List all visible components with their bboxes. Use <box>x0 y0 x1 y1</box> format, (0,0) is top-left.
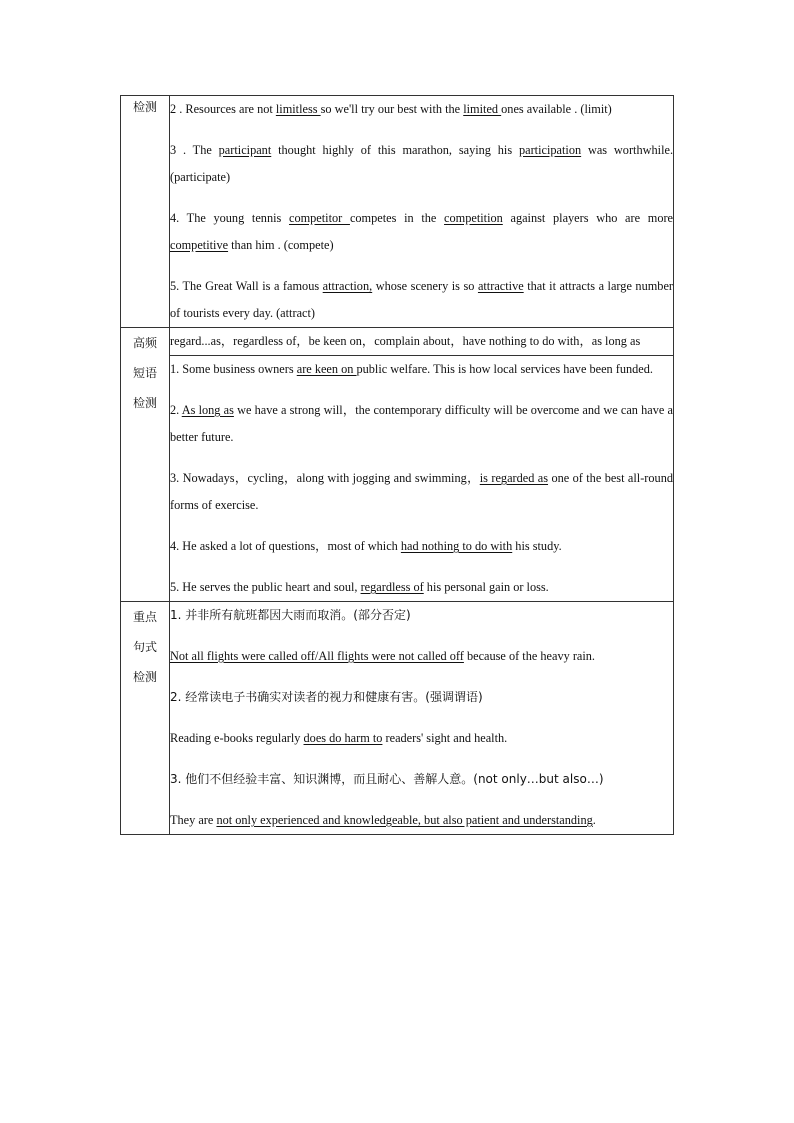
vocab-items <box>170 96 674 328</box>
sentence-answer-1: Not all flights were called off/All flights were not called off because of the heavy rain. <box>170 649 596 663</box>
sentence-answer-2: Reading e-books regularly does do harm to readers' sight and health. <box>170 731 508 745</box>
phrase-item-3: 3. Nowadays，cycling，along with jogging and swimming，is regarded as one of the best all-round forms of exercise. <box>170 471 673 512</box>
vocab-item-5: 5. The Great Wall is a famous attraction, whose scenery is so attractive that it attracts a large number of tourists every day. (attract) <box>170 279 673 320</box>
vocab-item-4: 4. The young tennis competitor competes in the competition against players who are more competitive than him . (compete) <box>170 211 674 252</box>
phrases-section-list-row <box>121 328 674 356</box>
vocab-section <box>121 96 674 328</box>
vocab-item-3: 3 . The participant thought highly of this marathon, saying his participation was worthwhile. (participate) <box>170 143 674 184</box>
vocab-item-2: 2 . Resources are not limitless so we'll try our best with the limited ones available . (limit) <box>170 102 612 116</box>
phrase-item-5: 5. He serves the public heart and soul, regardless of his personal gain or loss. <box>170 580 549 594</box>
phrase-items <box>170 356 674 602</box>
sentences-section <box>121 602 674 835</box>
sentence-answer-3: They are not only experienced and knowledgeable, but also patient and understanding. <box>170 813 596 827</box>
vocab-section-label: 检测 <box>121 96 170 328</box>
sentence-prompt-1: 1. 并非所有航班都因大雨而取消。(部分否定) <box>170 608 411 622</box>
phrases-section-items-row <box>121 356 674 602</box>
phrase-list: regard...as，regardless of，be keen on，complain about，have nothing to do with，as long as <box>170 328 674 356</box>
phrase-item-4: 4. He asked a lot of questions，most of which had nothing to do with his study. <box>170 539 562 553</box>
sentences-section-label: 重点 句式 检测 <box>121 602 170 835</box>
phrase-item-2: 2. As long as we have a strong will，the contemporary difficulty will be overcome and we can have a better future. <box>170 403 673 444</box>
phrase-item-1: 1. Some business owners are keen on public welfare. This is how local services have been funded. <box>170 362 653 376</box>
sentence-prompt-2: 2. 经常读电子书确实对读者的视力和健康有害。(强调谓语) <box>170 690 483 704</box>
worksheet-table <box>120 95 674 835</box>
phrases-section-label: 高频 短语 检测 <box>121 328 170 602</box>
sentence-prompt-3: 3. 他们不但经验丰富、知识渊博，而且耐心、善解人意。(not only…but also…) <box>170 772 604 786</box>
sentence-items <box>170 602 674 835</box>
